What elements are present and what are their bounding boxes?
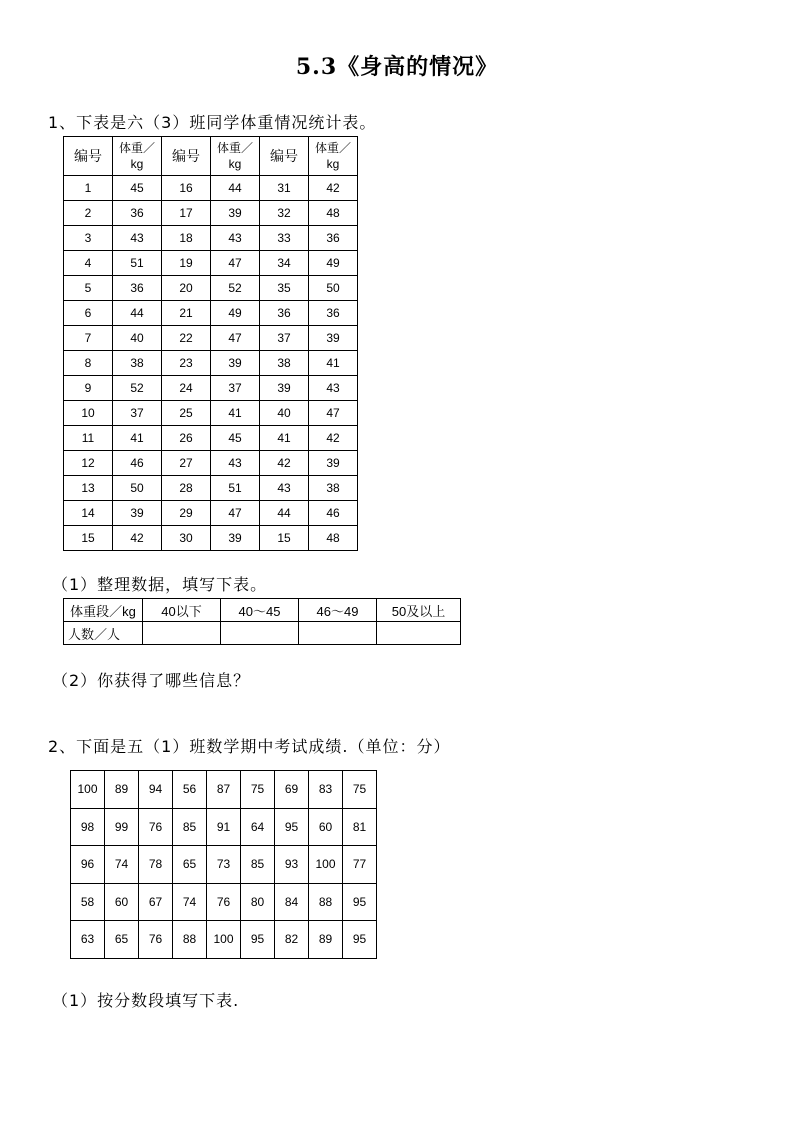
range-header: 50及以上 [377,599,461,622]
student-id-cell: 18 [162,226,211,251]
student-id-cell: 36 [260,301,309,326]
score-cell: 75 [241,771,275,809]
header-weight-line2: kg [228,157,242,171]
weight-cell: 42 [309,176,358,201]
score-cell: 75 [343,771,377,809]
score-cell: 100 [309,846,343,884]
score-cell: 76 [139,921,173,959]
weight-cell: 39 [113,501,162,526]
weight-cell: 43 [113,226,162,251]
weight-table [63,136,358,551]
weight-cell: 48 [309,526,358,551]
weight-cell: 42 [309,426,358,451]
score-cell: 85 [173,808,207,846]
score-cell: 78 [139,846,173,884]
header-weight-line2: kg [326,157,340,171]
score-cell: 63 [71,921,105,959]
weight-cell: 39 [211,201,260,226]
question-2-sub1: （1）按分数段填写下表. [52,991,240,1010]
score-cell: 80 [241,883,275,921]
table-row [64,201,358,226]
weight-cell: 39 [309,451,358,476]
score-cell: 69 [275,771,309,809]
weight-cell: 40 [113,326,162,351]
score-cell: 85 [241,846,275,884]
table-row [71,921,377,959]
student-id-cell: 13 [64,476,113,501]
weight-cell: 36 [113,276,162,301]
range-header: 46～49 [299,599,377,622]
weight-cell: 36 [309,226,358,251]
weight-cell: 47 [211,251,260,276]
student-id-cell: 2 [64,201,113,226]
score-cell: 73 [207,846,241,884]
table-row [71,883,377,921]
student-id-cell: 31 [260,176,309,201]
student-id-cell: 38 [260,351,309,376]
table-row [64,351,358,376]
student-id-cell: 37 [260,326,309,351]
weight-cell: 51 [113,251,162,276]
weight-cell: 38 [309,476,358,501]
score-cell: 65 [173,846,207,884]
header-weight [309,137,358,176]
score-cell: 98 [71,808,105,846]
student-id-cell: 44 [260,501,309,526]
weight-cell: 47 [211,501,260,526]
student-id-cell: 17 [162,201,211,226]
table-row [64,176,358,201]
count-cell[interactable] [299,622,377,645]
count-cell[interactable] [221,622,299,645]
weight-cell: 41 [309,351,358,376]
student-id-cell: 32 [260,201,309,226]
table-row [64,226,358,251]
score-cell: 88 [309,883,343,921]
student-id-cell: 11 [64,426,113,451]
weight-cell: 49 [309,251,358,276]
student-id-cell: 5 [64,276,113,301]
score-cell: 56 [173,771,207,809]
weight-cell: 43 [309,376,358,401]
question-1-sub1: （1）整理数据，填写下表。 [52,575,268,594]
student-id-cell: 4 [64,251,113,276]
student-id-cell: 28 [162,476,211,501]
weight-cell: 43 [211,451,260,476]
score-cell: 93 [275,846,309,884]
student-id-cell: 22 [162,326,211,351]
range-header-row [64,599,461,622]
score-cell: 64 [241,808,275,846]
weight-cell: 52 [211,276,260,301]
student-id-cell: 25 [162,401,211,426]
score-cell: 81 [343,808,377,846]
count-label: 人数／人 [64,622,143,645]
student-id-cell: 29 [162,501,211,526]
score-cell: 65 [105,921,139,959]
table-row [64,501,358,526]
score-table [70,770,377,959]
score-cell: 95 [343,883,377,921]
range-table [63,598,461,645]
question-1-text: 1、下表是六（3）班同学体重情况统计表。 [48,113,377,132]
student-id-cell: 35 [260,276,309,301]
weight-cell: 43 [211,226,260,251]
weight-cell: 39 [211,526,260,551]
student-id-cell: 26 [162,426,211,451]
weight-cell: 47 [211,326,260,351]
student-id-cell: 30 [162,526,211,551]
table-row [64,301,358,326]
weight-cell: 52 [113,376,162,401]
count-cell[interactable] [377,622,461,645]
student-id-cell: 10 [64,401,113,426]
weight-cell: 45 [211,426,260,451]
student-id-cell: 19 [162,251,211,276]
table-row [64,476,358,501]
weight-cell: 51 [211,476,260,501]
weight-cell: 41 [113,426,162,451]
score-cell: 67 [139,883,173,921]
table-row [64,326,358,351]
weight-cell: 36 [309,301,358,326]
weight-cell: 37 [113,401,162,426]
weight-cell: 45 [113,176,162,201]
score-cell: 60 [105,883,139,921]
student-id-cell: 34 [260,251,309,276]
header-weight-line1: 体重／ [216,141,253,155]
header-id: 编号 [64,137,113,176]
question-1-sub2: （2）你获得了哪些信息？ [52,671,251,690]
student-id-cell: 43 [260,476,309,501]
student-id-cell: 3 [64,226,113,251]
range-header: 体重段／kg [64,599,143,622]
score-cell: 89 [105,771,139,809]
header-id: 编号 [162,137,211,176]
weight-cell: 42 [113,526,162,551]
student-id-cell: 7 [64,326,113,351]
score-cell: 77 [343,846,377,884]
score-cell: 91 [207,808,241,846]
table-row [64,526,358,551]
page-title: 5.3《身高的情况》 [295,54,499,80]
score-cell: 74 [105,846,139,884]
score-cell: 76 [207,883,241,921]
table-row [64,376,358,401]
score-cell: 83 [309,771,343,809]
student-id-cell: 15 [64,526,113,551]
range-header: 40以下 [143,599,221,622]
weight-cell: 47 [309,401,358,426]
header-weight [113,137,162,176]
score-cell: 99 [105,808,139,846]
score-cell: 76 [139,808,173,846]
score-cell: 96 [71,846,105,884]
header-weight [211,137,260,176]
score-cell: 95 [241,921,275,959]
score-cell: 88 [173,921,207,959]
weight-cell: 39 [211,351,260,376]
student-id-cell: 33 [260,226,309,251]
table-row [64,251,358,276]
student-id-cell: 6 [64,301,113,326]
score-cell: 100 [71,771,105,809]
score-cell: 84 [275,883,309,921]
table-row [64,451,358,476]
student-id-cell: 24 [162,376,211,401]
student-id-cell: 23 [162,351,211,376]
score-cell: 95 [275,808,309,846]
weight-cell: 39 [309,326,358,351]
header-weight-line1: 体重／ [314,141,351,155]
score-cell: 100 [207,921,241,959]
table-row [71,771,377,809]
student-id-cell: 40 [260,401,309,426]
count-row [64,622,461,645]
student-id-cell: 41 [260,426,309,451]
weight-cell: 49 [211,301,260,326]
weight-cell: 46 [113,451,162,476]
header-weight-line1: 体重／ [118,141,155,155]
student-id-cell: 16 [162,176,211,201]
table-row [64,401,358,426]
student-id-cell: 39 [260,376,309,401]
header-id: 编号 [260,137,309,176]
student-id-cell: 8 [64,351,113,376]
student-id-cell: 21 [162,301,211,326]
weight-cell: 38 [113,351,162,376]
table-row [64,276,358,301]
table-row [71,846,377,884]
weight-cell: 41 [211,401,260,426]
score-cell: 58 [71,883,105,921]
student-id-cell: 9 [64,376,113,401]
student-id-cell: 14 [64,501,113,526]
header-weight-line2: kg [130,157,144,171]
weight-cell: 50 [113,476,162,501]
table-row [71,808,377,846]
score-cell: 74 [173,883,207,921]
student-id-cell: 20 [162,276,211,301]
range-header: 40～45 [221,599,299,622]
weight-cell: 44 [211,176,260,201]
weight-cell: 50 [309,276,358,301]
score-cell: 82 [275,921,309,959]
question-2-text: 2、下面是五（1）班数学期中考试成绩.（单位：分） [48,737,451,756]
score-cell: 60 [309,808,343,846]
weight-table-header-row [64,137,358,176]
student-id-cell: 15 [260,526,309,551]
weight-cell: 44 [113,301,162,326]
score-cell: 95 [343,921,377,959]
weight-cell: 48 [309,201,358,226]
score-cell: 94 [139,771,173,809]
student-id-cell: 1 [64,176,113,201]
count-cell[interactable] [143,622,221,645]
weight-cell: 46 [309,501,358,526]
score-cell: 89 [309,921,343,959]
weight-cell: 36 [113,201,162,226]
student-id-cell: 42 [260,451,309,476]
student-id-cell: 12 [64,451,113,476]
table-row [64,426,358,451]
score-cell: 87 [207,771,241,809]
student-id-cell: 27 [162,451,211,476]
weight-cell: 37 [211,376,260,401]
